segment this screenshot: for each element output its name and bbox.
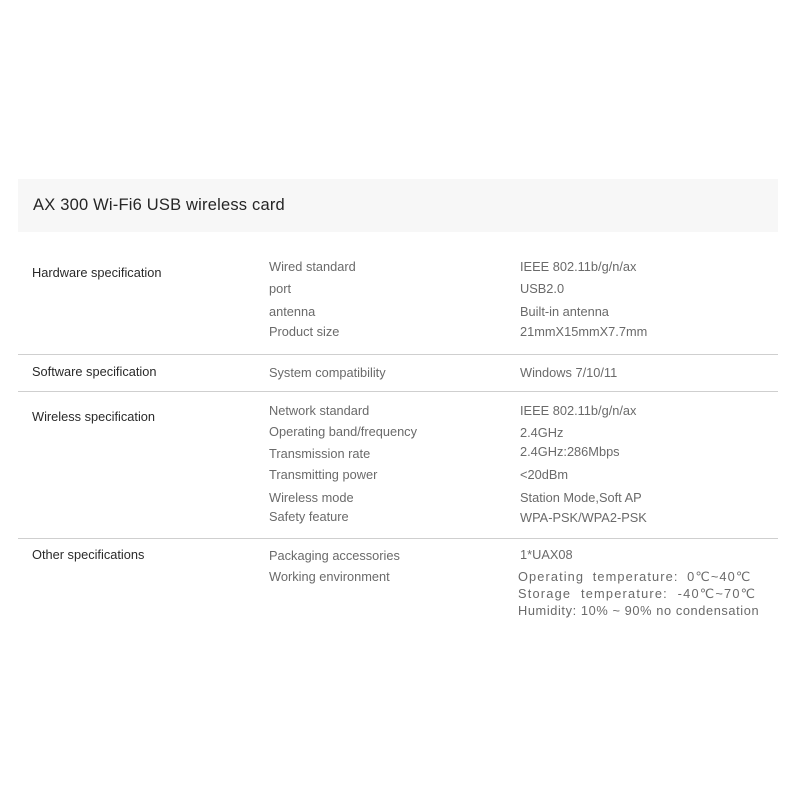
section-label-other: Other specifications (32, 547, 145, 562)
section-label-wireless: Wireless specification (32, 409, 156, 424)
spec-value: 21mmX15mmX7.7mm (520, 324, 648, 339)
page-title: AX 300 Wi-Fi6 USB wireless card (33, 196, 285, 214)
section-label-software: Software specification (32, 364, 157, 379)
humidity-text: Humidity: 10% ~ 90% no condensation (518, 603, 760, 618)
section-divider (18, 538, 778, 539)
section-divider (18, 354, 778, 355)
operating-temperature-text: Operating temperature: 0℃~40℃ (518, 569, 752, 584)
spec-value: 2.4GHz:286Mbps (520, 444, 620, 459)
spec-key: Transmission rate (269, 446, 371, 461)
spec-value: 2.4GHz (520, 425, 564, 440)
spec-value: IEEE 802.11b/g/n/ax (520, 403, 637, 418)
spec-key: Wired standard (269, 259, 356, 274)
spec-key: Packaging accessories (269, 548, 400, 563)
storage-temperature-text: Storage temperature: -40℃~70℃ (518, 586, 757, 601)
spec-key: Network standard (269, 403, 370, 418)
spec-key: Operating band/frequency (269, 424, 417, 439)
title-bar (18, 179, 778, 232)
spec-key: Working environment (269, 569, 390, 584)
spec-value: WPA-PSK/WPA2-PSK (520, 510, 647, 525)
spec-value: IEEE 802.11b/g/n/ax (520, 259, 637, 274)
spec-key: port (269, 281, 292, 296)
spec-value: USB2.0 (520, 281, 565, 296)
spec-value: Station Mode,Soft AP (520, 490, 642, 505)
section-divider (18, 391, 778, 392)
spec-key: antenna (269, 304, 316, 319)
spec-value: 1*UAX08 (520, 547, 573, 562)
spec-key: Safety feature (269, 509, 349, 524)
spec-key: Transmitting power (269, 467, 378, 482)
spec-value: <20dBm (520, 467, 569, 482)
spec-key: System compatibility (269, 365, 386, 380)
spec-value: Windows 7/10/11 (520, 365, 618, 380)
spec-key: Product size (269, 324, 340, 339)
spec-value: Built-in antenna (520, 304, 609, 319)
section-label-hardware: Hardware specification (32, 265, 162, 280)
spec-key: Wireless mode (269, 490, 354, 505)
